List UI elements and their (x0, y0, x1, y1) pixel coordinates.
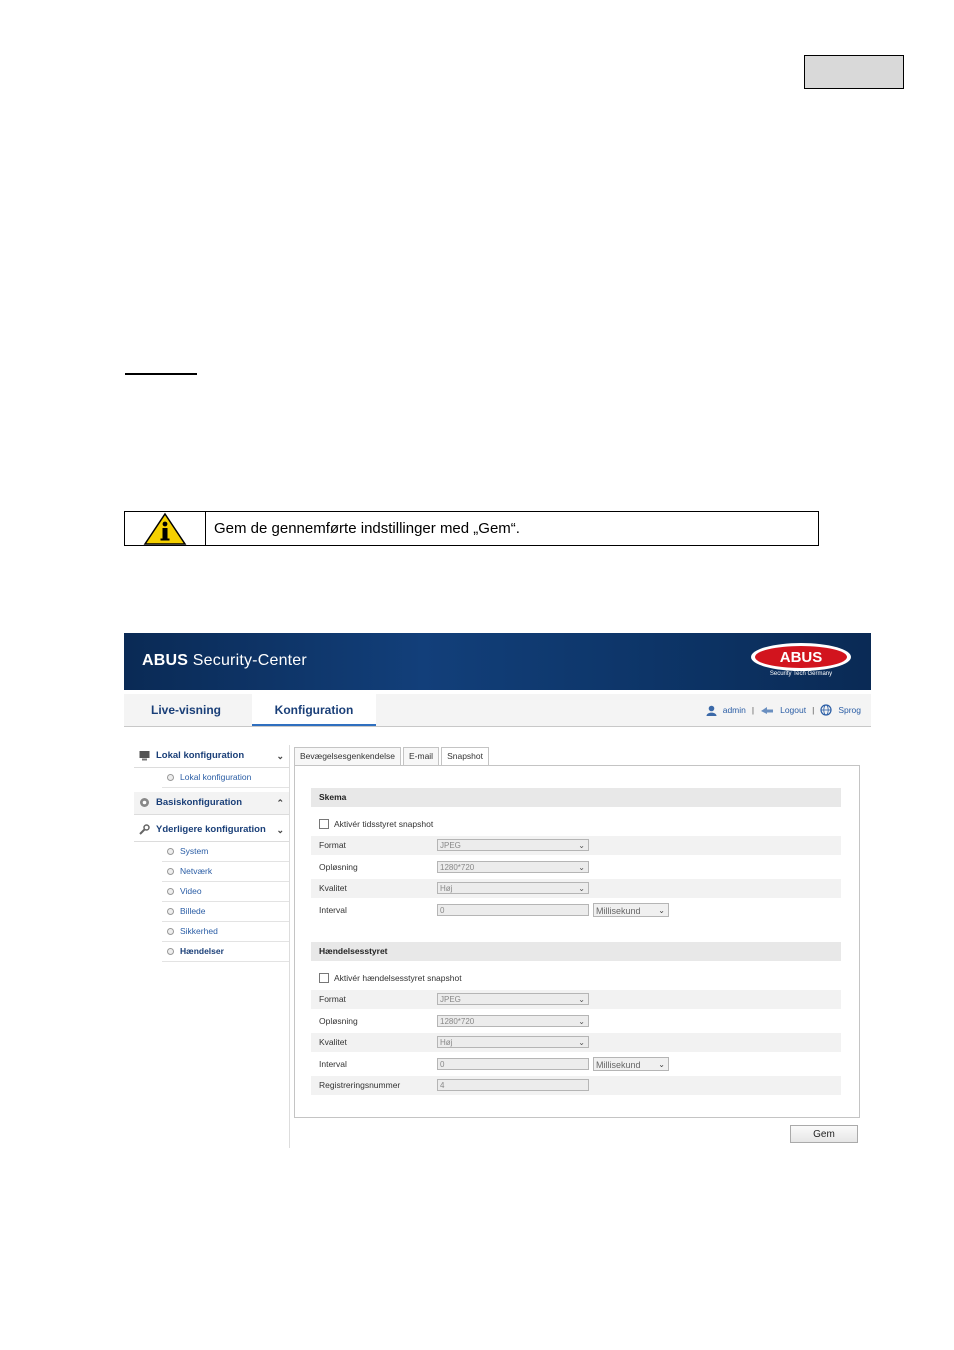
event-interval-unit-select[interactable]: Millisekund ⌄ (593, 1057, 669, 1071)
separator: | (751, 705, 755, 715)
user-icon (706, 705, 717, 716)
event-format-select[interactable]: JPEG ⌄ (437, 993, 589, 1005)
schedule-interval-row: Interval 0 Millisekund ⌄ (311, 901, 841, 920)
chevron-down-icon: ⌄ (578, 1038, 585, 1047)
logout-link[interactable]: Logout (780, 705, 807, 715)
tab-configuration[interactable]: Konfiguration (252, 694, 376, 726)
event-quality-select[interactable]: Høj ⌄ (437, 1036, 589, 1048)
sidebar (134, 745, 290, 962)
chevron-down-icon: ⌄ (578, 863, 585, 872)
globe-icon (820, 704, 832, 716)
svg-text:ABUS: ABUS (779, 649, 823, 666)
schedule-section-title: Skema (311, 788, 841, 807)
snapshot-panel (294, 765, 860, 1118)
logout-icon (760, 706, 774, 715)
event-enable-row (319, 973, 462, 983)
section-heading-underline (125, 373, 197, 375)
logo-tagline: Security Tech Germany (769, 671, 833, 677)
tab-email[interactable]: E-mail (403, 747, 439, 765)
sidebar-item-network[interactable]: Netværk (162, 862, 290, 882)
language-label-box (804, 55, 904, 89)
separator: | (812, 705, 815, 715)
event-interval-row: Interval 0 Millisekund ⌄ (311, 1055, 841, 1074)
info-warning-icon (143, 512, 187, 546)
abus-logo-icon (750, 642, 852, 672)
event-regnum-input[interactable]: 4 (437, 1079, 589, 1091)
info-icon-cell (125, 512, 206, 545)
abus-security-center-screenshot (124, 633, 871, 1148)
event-regnum-row: Registreringsnummer 4 (311, 1076, 841, 1095)
chevron-down-icon: ⌄ (578, 841, 585, 850)
user-name[interactable]: admin (722, 705, 746, 715)
sidebar-divider (289, 745, 290, 1148)
app-title: ABUS Security-Center (142, 652, 307, 669)
chevron-up-icon: ⌃ (276, 798, 284, 808)
tab-motion-detection[interactable]: Bevægelsesgenkendelse (294, 747, 401, 765)
schedule-resolution-row: Opløsning 1280*720 ⌄ (311, 858, 841, 877)
wrench-icon (139, 824, 150, 835)
sidebar-advanced-config[interactable]: Yderligere konfiguration ⌄ (134, 819, 290, 842)
sidebar-basic-config[interactable]: Basiskonfiguration ⌃ (134, 792, 290, 815)
schedule-enable-checkbox[interactable] (319, 819, 329, 829)
header-banner (124, 633, 871, 690)
chevron-down-icon: ⌄ (276, 751, 284, 761)
sidebar-local-config[interactable]: Lokal konfiguration ⌄ (134, 745, 290, 768)
event-resolution-row: Opløsning 1280*720 ⌄ (311, 1012, 841, 1031)
event-enable-label: Aktivér hændelsesstyret snapshot (334, 973, 462, 983)
chevron-down-icon: ⌄ (276, 825, 284, 835)
event-format-row: Format JPEG ⌄ (311, 990, 841, 1009)
chevron-down-icon: ⌄ (658, 906, 665, 915)
tab-snapshot[interactable]: Snapshot (441, 747, 489, 766)
schedule-enable-row (319, 819, 433, 829)
chevron-down-icon: ⌄ (578, 884, 585, 893)
gear-icon (139, 797, 150, 808)
event-quality-row: Kvalitet Høj ⌄ (311, 1033, 841, 1052)
chevron-down-icon: ⌄ (578, 1017, 585, 1026)
language-link[interactable]: Sprog (838, 705, 861, 715)
save-button[interactable]: Gem (790, 1125, 858, 1143)
event-section-title: Hændelsesstyret (311, 942, 841, 961)
sidebar-item-system[interactable]: System (162, 842, 290, 862)
monitor-icon (139, 750, 150, 761)
info-note (124, 511, 819, 546)
schedule-format-row: Format JPEG ⌄ (311, 836, 841, 855)
sidebar-item-security[interactable]: Sikkerhed (162, 922, 290, 942)
sidebar-item-image[interactable]: Billede (162, 902, 290, 922)
chevron-down-icon: ⌄ (578, 995, 585, 1004)
sidebar-item-local-config[interactable]: Lokal konfiguration (162, 768, 290, 788)
event-enable-checkbox[interactable] (319, 973, 329, 983)
user-area (706, 694, 861, 726)
tab-live-view[interactable]: Live-visning (150, 703, 221, 717)
info-note-text: Gem de gennemførte indstillinger med „Gem“. (214, 520, 520, 537)
main-nav (124, 694, 871, 727)
content-tabs (294, 747, 491, 765)
sidebar-item-events[interactable]: Hændelser (162, 942, 290, 962)
schedule-resolution-select[interactable]: 1280*720 ⌄ (437, 861, 589, 873)
schedule-enable-label: Aktivér tidsstyret snapshot (334, 819, 434, 829)
event-interval-input[interactable]: 0 (437, 1058, 589, 1070)
schedule-quality-row: Kvalitet Høj ⌄ (311, 879, 841, 898)
schedule-interval-input[interactable]: 0 (437, 904, 589, 916)
chevron-down-icon: ⌄ (658, 1060, 665, 1069)
schedule-format-select[interactable]: JPEG ⌄ (437, 839, 589, 851)
schedule-quality-select[interactable]: Høj ⌄ (437, 882, 589, 894)
sidebar-item-video[interactable]: Video (162, 882, 290, 902)
schedule-interval-unit-select[interactable]: Millisekund ⌄ (593, 903, 669, 917)
event-resolution-select[interactable]: 1280*720 ⌄ (437, 1015, 589, 1027)
